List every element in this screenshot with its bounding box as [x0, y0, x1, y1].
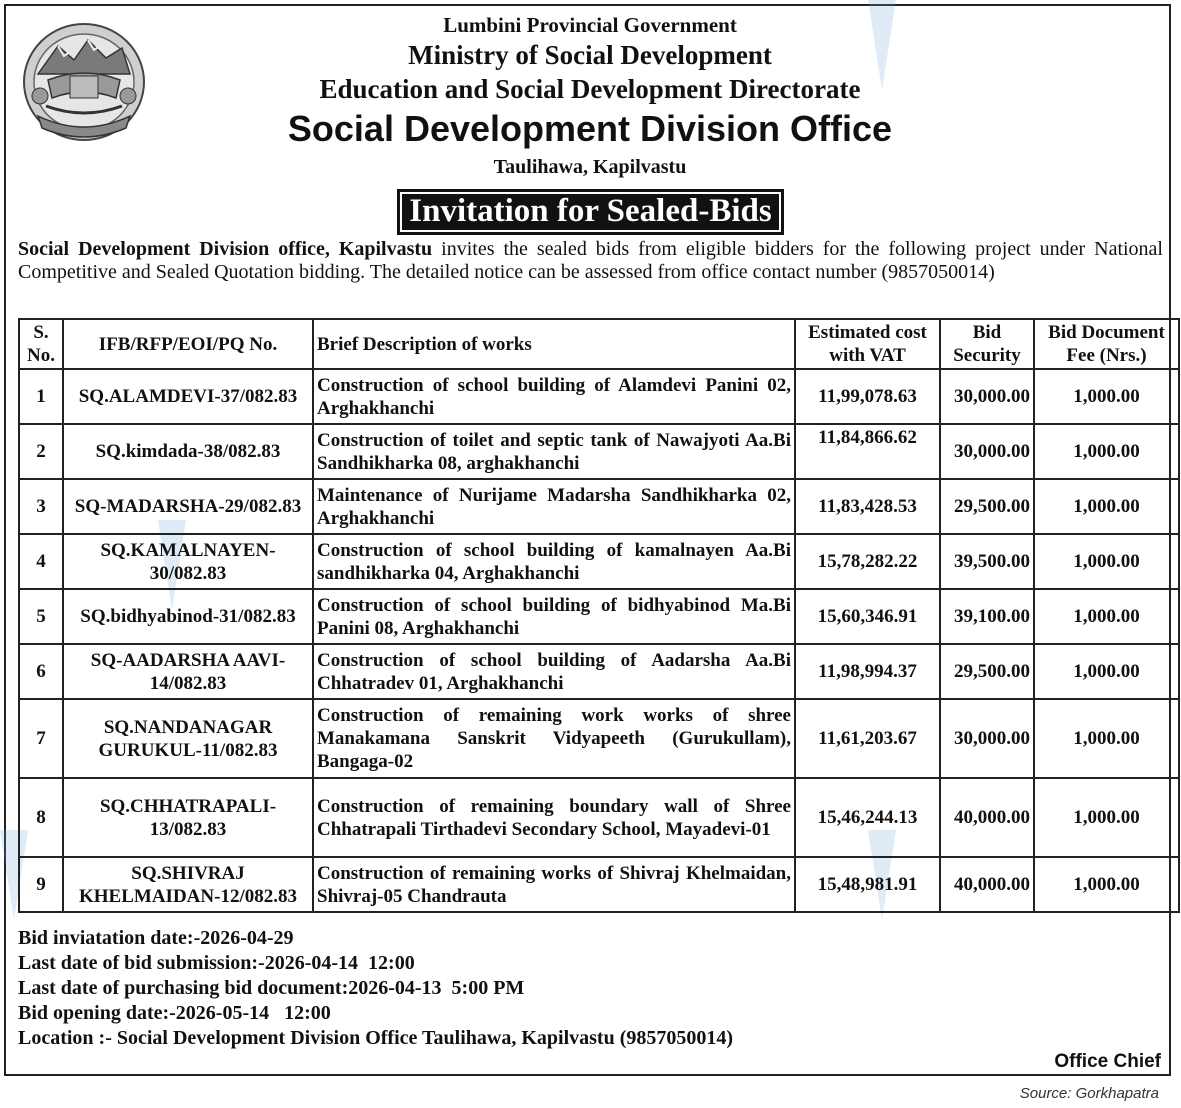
cell-description: Construction of school building of bidhyabinod Ma.Bi Panini 08, Arghakhanchi	[313, 589, 795, 644]
cell-ifb: SQ.SHIVRAJ KHELMAIDAN-12/082.83	[63, 857, 313, 912]
ministry-title: Ministry of Social Development	[408, 40, 772, 70]
cell-cost: 11,83,428.53	[795, 479, 940, 534]
cell-security: 29,500.00	[940, 644, 1034, 699]
table-header-row	[19, 319, 1179, 369]
table-row	[19, 778, 1179, 857]
cell-security: 39,100.00	[940, 589, 1034, 644]
bid-submission-deadline: Last date of bid submission:-2026-04-14 12:00	[18, 952, 415, 974]
table-row	[19, 644, 1179, 699]
bid-purchase-deadline: Last date of purchasing bid document:2026-04-13 5:00 PM	[18, 977, 525, 999]
cell-ifb: SQ.kimdada-38/082.83	[63, 424, 313, 479]
bids-table	[18, 318, 1180, 913]
cell-sn: 4	[19, 534, 63, 589]
cell-security: 30,000.00	[940, 369, 1034, 424]
office-address: Taulihawa, Kapilvastu	[493, 156, 687, 178]
header-sn: S. No.	[19, 319, 63, 369]
header-cost: Estimated cost with VAT	[795, 319, 940, 369]
cell-security: 29,500.00	[940, 479, 1034, 534]
cell-ifb: SQ.ALAMDEVI-37/082.83	[63, 369, 313, 424]
cell-description: Construction of remaining boundary wall of Shree Chhatrapali Tirthadevi Secondary School, Mayadevi-01	[313, 778, 795, 857]
cell-description: Construction of school building of kamalnayen Aa.Bi sandhikharka 04, Arghakhanchi	[313, 534, 795, 589]
cell-ifb: SQ-AADARSHA AAVI-14/082.83	[63, 644, 313, 699]
cell-description: Construction of remaining work works of shree Manakamana Sanskrit Vidyapeeth (Gurukullam), Bangaga-02	[313, 699, 795, 778]
cell-sn: 7	[19, 699, 63, 778]
cell-sn: 3	[19, 479, 63, 534]
header-fee: Bid Document Fee (Nrs.)	[1034, 319, 1179, 369]
cell-ifb: SQ-MADARSHA-29/082.83	[63, 479, 313, 534]
cell-sn: 2	[19, 424, 63, 479]
cell-fee: 1,000.00	[1034, 857, 1179, 912]
bid-location: Location :- Social Development Division Office Taulihawa, Kapilvastu (9857050014)	[18, 1027, 734, 1049]
cell-fee: 1,000.00	[1034, 424, 1179, 479]
header-description: Brief Description of works	[313, 319, 795, 369]
intro-paragraph	[18, 238, 1163, 284]
table-row	[19, 589, 1179, 644]
cell-fee: 1,000.00	[1034, 778, 1179, 857]
cell-sn: 5	[19, 589, 63, 644]
cell-cost: 15,46,244.13	[795, 778, 940, 857]
cell-ifb: SQ.NANDANAGAR GURUKUL-11/082.83	[63, 699, 313, 778]
cell-ifb: SQ.CHHATRAPALI-13/082.83	[63, 778, 313, 857]
intro-text: invites the sealed bids from eligible bidders for the following project under National Competitive and Sealed Quotation bidding. The detailed notice can be assessed from office contact number (9857050014)	[18, 238, 1163, 283]
notice-banner: Invitation for Sealed-Bids	[397, 189, 783, 235]
bid-schedule	[18, 926, 733, 1051]
cell-description: Construction of school building of Aadarsha Aa.Bi Chhatradev 01, Arghakhanchi	[313, 644, 795, 699]
cell-cost: 15,78,282.22	[795, 534, 940, 589]
cell-cost: 11,99,078.63	[795, 369, 940, 424]
cell-ifb: SQ.KAMALNAYEN-30/082.83	[63, 534, 313, 589]
office-title: Social Development Division Office	[287, 108, 893, 149]
cell-description: Construction of school building of Alamdevi Panini 02, Arghakhanchi	[313, 369, 795, 424]
cell-security: 40,000.00	[940, 778, 1034, 857]
cell-sn: 9	[19, 857, 63, 912]
table-row	[19, 534, 1179, 589]
cell-security: 30,000.00	[940, 699, 1034, 778]
cell-description: Construction of toilet and septic tank of Nawajyoti Aa.Bi Sandhikharka 08, arghakhanchi	[313, 424, 795, 479]
cell-security: 39,500.00	[940, 534, 1034, 589]
cell-security: 40,000.00	[940, 857, 1034, 912]
cell-fee: 1,000.00	[1034, 479, 1179, 534]
cell-cost: 11,84,866.62	[795, 424, 940, 479]
table-row	[19, 479, 1179, 534]
cell-cost: 11,98,994.37	[795, 644, 940, 699]
cell-fee: 1,000.00	[1034, 699, 1179, 778]
table-row	[19, 699, 1179, 778]
cell-cost: 11,61,203.67	[795, 699, 940, 778]
cell-description: Maintenance of Nurijame Madarsha Sandhikharka 02, Arghakhanchi	[313, 479, 795, 534]
cell-cost: 15,60,346.91	[795, 589, 940, 644]
cell-security: 30,000.00	[940, 424, 1034, 479]
cell-cost: 15,48,981.91	[795, 857, 940, 912]
cell-fee: 1,000.00	[1034, 534, 1179, 589]
header-ifb: IFB/RFP/EOI/PQ No.	[63, 319, 313, 369]
cell-fee: 1,000.00	[1034, 644, 1179, 699]
cell-sn: 8	[19, 778, 63, 857]
cell-sn: 6	[19, 644, 63, 699]
cell-fee: 1,000.00	[1034, 589, 1179, 644]
directorate-title: Education and Social Development Directorate	[319, 74, 861, 104]
provincial-government-title: Lumbini Provincial Government	[443, 13, 737, 37]
nepal-emblem-icon	[18, 16, 150, 146]
bid-invitation-date: Bid inviatation date:-2026-04-29	[18, 927, 294, 949]
table-row	[19, 424, 1179, 479]
table-row	[19, 369, 1179, 424]
cell-fee: 1,000.00	[1034, 369, 1179, 424]
intro-office-name: Social Development Division office, Kapilvastu	[18, 238, 433, 260]
bid-opening-date: Bid opening date:-2026-05-14 12:00	[18, 1002, 331, 1024]
cell-description: Construction of remaining works of Shivraj Khelmaidan, Shivraj-05 Chandrauta	[313, 857, 795, 912]
table-row	[19, 857, 1179, 912]
cell-sn: 1	[19, 369, 63, 424]
cell-ifb: SQ.bidhyabinod-31/082.83	[63, 589, 313, 644]
banner-container	[0, 189, 1181, 235]
office-chief-signature: Office Chief	[1054, 1051, 1161, 1072]
source-credit: Source: Gorkhapatra	[1019, 1085, 1159, 1102]
header-security: Bid Security	[940, 319, 1034, 369]
